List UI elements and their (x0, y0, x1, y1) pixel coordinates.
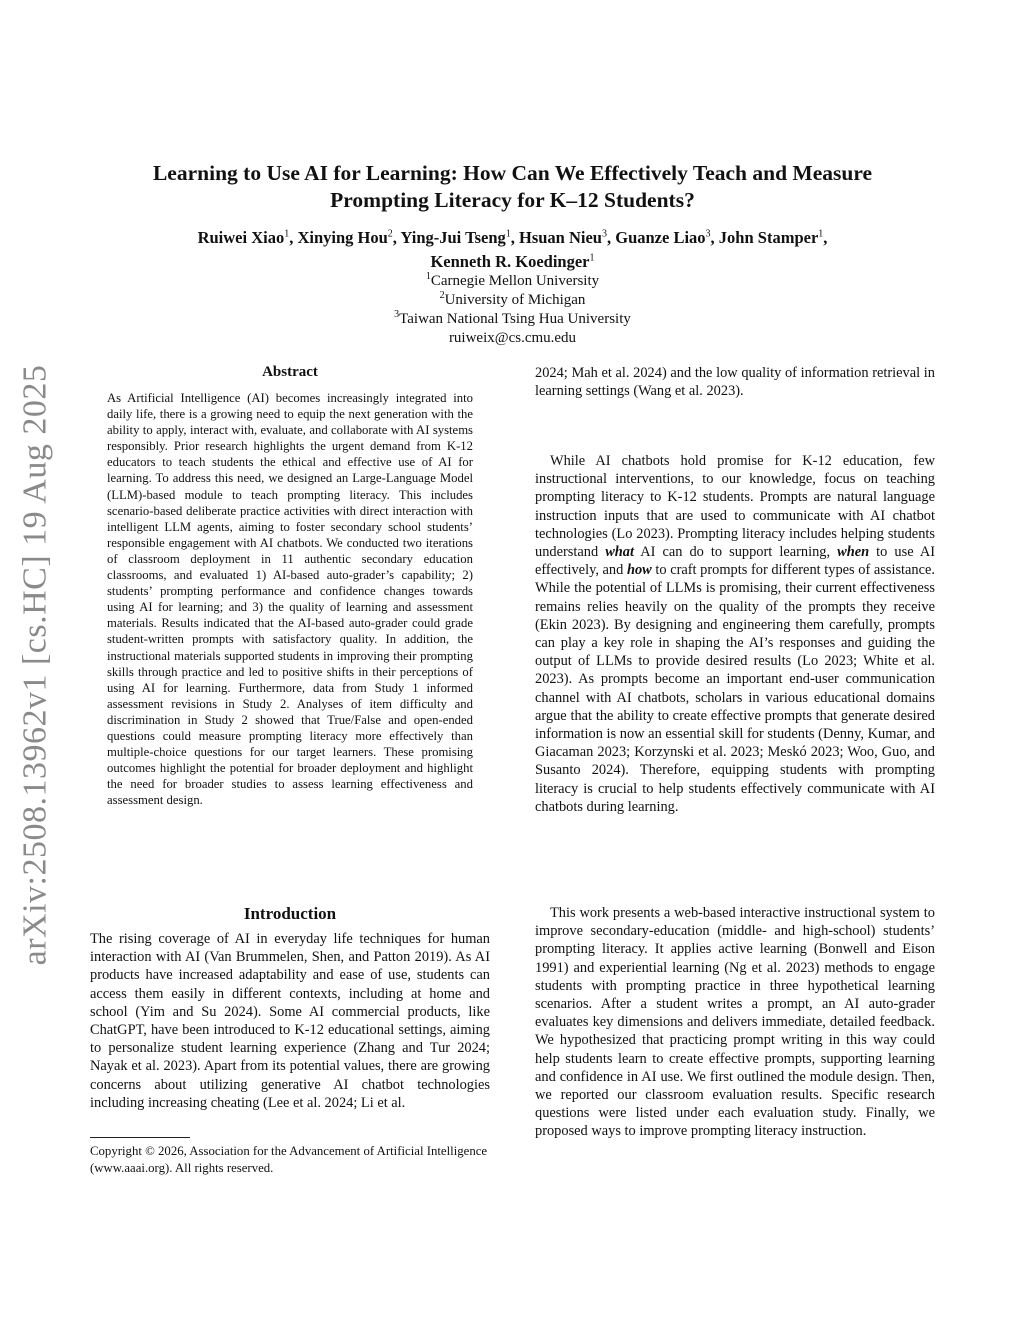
copyright-notice: Copyright © 2026, Association for the Advancement of Artificial Intelligence (www.aaai.org). All rights reserved. (90, 1144, 488, 1175)
title-line-2: Prompting Literacy for K–12 Students? (330, 188, 695, 212)
author-affiliation-mark: 2 (387, 228, 393, 240)
affiliation: $^2$University of Michigan (439, 290, 586, 308)
right-column-paragraph-1: 2024; Mah et al. 2024) and the low quality of information retrieval in learning settings (Wang et al. 2023). (535, 365, 935, 400)
author-affiliation-mark: 1 (284, 228, 290, 240)
right-column-paragraph-2: While AI chatbots hold promise for K-12 education, few instructional interventions, to our knowledge, focus on teaching prompting literacy to K-12 students. Prompts are natural language instruction inputs that are used to communicate with AI chatbot technologies (Lo 2023). Prompting literacy includes helping students understand what AI can do to support learning, when to use AI effectively, and how to craft prompts for different types of assistance. While the potential of LLMs is promising, their current effectiveness remains relies heavily on the quality of the prompts they receive (Ekin 2023). By designing and engineering them carefully, prompts can play a key role in shaping the AI’s responses and guiding the output of LLMs to provide desired results (Lo 2023; White et al. 2023). As prompts become an important end-user communication channel with AI chatbots, scholars in various educational domains argue that the ability to create effective prompts that generate desired information is now an essential skill for students (Denny, Kumar, and Giacaman 2023; Korzynski et al. 2023; Meskó 2023; Woo, Guo, and Susanto 2024). Therefore, equipping students with prompting literacy is crucial to help students effectively communicate with AI chatbots during learning. (535, 453, 936, 815)
author-name: John Stamper (718, 228, 819, 247)
right-column-paragraph-3: This work presents a web-based interactive instructional system to improve secondary-education (middle- and high-school) students’ prompting literacy. It applies active learning (Bonwell and Eison 1991) and experiential learning (Ng et al. 2023) methods to engage students with prompting practice in three hypothetical learning scenarios. After a student writes a prompt, an AI auto-grader evaluates key dimensions and delivers immediate, detailed feedback. We hypothesized that practicing prompt writing in this way could help students learn to create effective prompts, supporting learning and confidence in AI use. We first outlined the module design. Then, we reported our classroom evaluation results. Specific research questions were listed under each evaluation study. Finally, we proposed ways to improve prompting literacy instruction. (535, 905, 935, 1140)
emphasis-when: when (837, 544, 870, 561)
author-affiliation-mark: 1 (589, 252, 595, 264)
paper-title (90, 160, 935, 214)
author-affiliation-mark: 1 (818, 228, 824, 240)
introduction-paragraph: The rising coverage of AI in everyday life techniques for human interaction with AI (Van Brummelen, Shen, and Patton 2019). As AI products have increased adaptability and ease of use, students can access them easily in different contexts, including at home and school (Yim and Su 2024). Some AI commercial products, like ChatGPT, have been introduced to K-12 educational settings, aiming to personalize student learning experience (Zhang and Tur 2024; Nayak et al. 2023). Apart from its potential values, there are growing concerns about utilizing generative AI chatbot technologies including increasing cheating (Lee et al. 2024; Li et al. (90, 931, 490, 1111)
arxiv-identifier: arXiv:2508.13962v1 [cs.HC] 19 Aug 2025 (16, 364, 53, 966)
affiliation: $^1$Carnegie Mellon University (425, 271, 600, 289)
affiliation: $^3$Taiwan National Tsing Hua University (394, 309, 631, 327)
author-name: Hsuan Nieu (519, 228, 602, 247)
introduction-heading: Introduction (243, 904, 337, 923)
abstract-heading: Abstract (262, 364, 318, 380)
author-affiliation-mark: 1 (505, 228, 511, 240)
author-line-1: Ruiwei Xiao$^1$, Xinying Hou$^2$, Ying-Jui Tseng$^1$, Hsuan Nieu$^3$, Guanze Liao$^3$, John Stamper$^1$, (197, 228, 828, 247)
emphasis-what: what (605, 544, 634, 561)
author-name: Xinying Hou (297, 228, 388, 247)
footnote-rule (90, 1137, 190, 1138)
arxiv-side-label (4, 364, 66, 966)
author-name: Kenneth R. Koedinger (430, 252, 590, 271)
title-line-1: Learning to Use AI for Learning: How Can We Effectively Teach and Measure (152, 161, 873, 185)
author-affiliation-mark: 3 (601, 228, 607, 240)
abstract-text: As Artificial Intelligence (AI) becomes increasingly integrated into daily life, there is a growing need to equip the next generation with the ability to apply, interact with, evaluate, and collaborate with AI systems responsibly. Prior research highlights the urgent demand from K-12 educators to teach students the ethical and effective use of AI for learning. To address this need, we designed an Large-Language Model (LLM)-based module to teach prompting literacy. This includes scenario-based deliberate practice activities with direct interaction with intelligent LLM agents, aiming to foster secondary school students’ responsible engagement with AI chatbots. We conducted two iterations of classroom deployment in 11 authentic secondary education classrooms, and evaluated 1) AI-based auto-grader’s capability; 2) students’ prompting performance and confidence changes towards using AI for learning; and 3) the quality of learning and assessment materials. Results indicated that the AI-based auto-grader could grade student-written prompts with satisfactory quality. In addition, the instructional materials supported students in improving their prompting skills through practice and led to positive shifts in their perceptions of using AI for learning. Furthermore, data from Study 1 informed assessment revisions in Study 2. Analyses of item difficulty and discrimination in Study 2 showed that True/False and open-ended questions could measure prompting literacy more effectively than multiple-choice questions for our target learners. These promising outcomes highlight the potential for broader deployment and highlight the need for broader studies to assess learning effectiveness and assessment design. (107, 391, 473, 808)
author-list (90, 226, 935, 274)
author-affiliation-mark: 3 (705, 228, 711, 240)
author-name: Ruiwei Xiao (197, 228, 285, 247)
author-line-2 (90, 250, 935, 274)
contact-email: ruiweix@cs.cmu.edu (448, 330, 577, 346)
author-name: Guanze Liao (615, 228, 706, 247)
affiliation-list (90, 272, 935, 348)
emphasis-how: how (626, 562, 652, 579)
author-name: Ying-Jui Tseng (400, 228, 506, 247)
